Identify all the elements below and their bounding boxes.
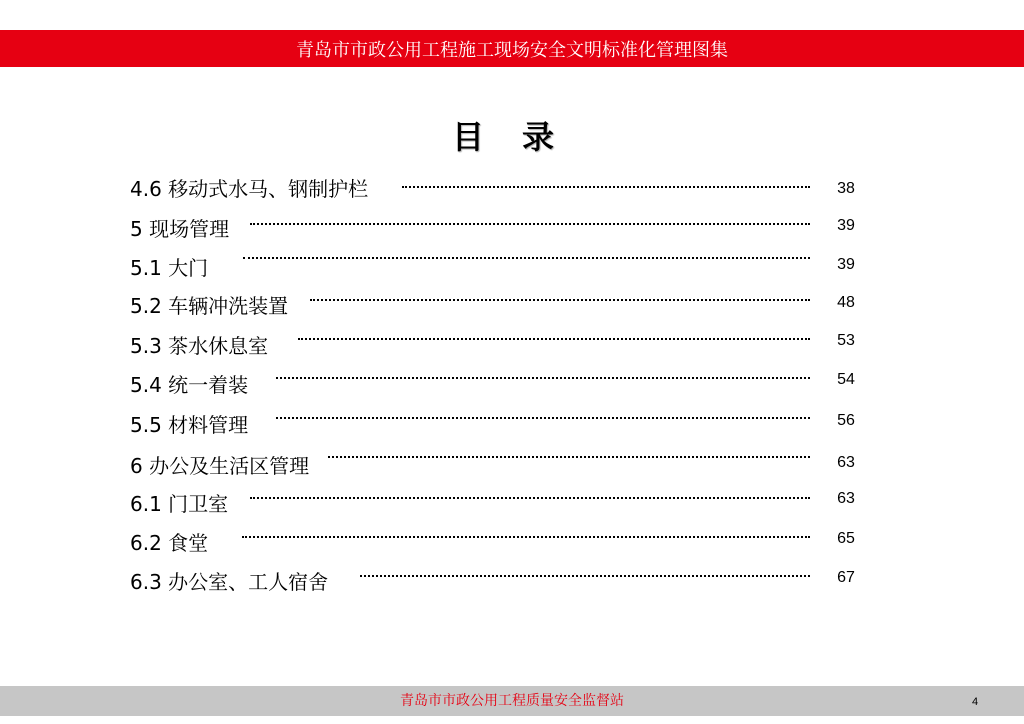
toc-entry-number: 5.3 bbox=[130, 334, 162, 358]
toc-entry[interactable] bbox=[130, 172, 860, 202]
toc-entry-text bbox=[130, 491, 228, 517]
toc-leader-dots bbox=[276, 377, 810, 379]
toc-entry[interactable] bbox=[130, 329, 860, 359]
toc-entry-number: 5.4 bbox=[130, 373, 162, 397]
toc-entry-title: 材料管理 bbox=[168, 413, 249, 437]
toc-leader-dots bbox=[243, 257, 810, 259]
toc-entry-page: 39 bbox=[837, 256, 855, 273]
toc-entry[interactable] bbox=[130, 251, 860, 281]
toc-entry-title: 现场管理 bbox=[149, 217, 230, 241]
toc-leader-dots bbox=[310, 299, 810, 301]
toc-entry-page: 38 bbox=[837, 180, 855, 197]
toc-entry[interactable] bbox=[130, 408, 860, 438]
toc-entry[interactable] bbox=[130, 487, 860, 517]
toc-entry-text bbox=[130, 530, 208, 556]
toc-entry-title: 茶水休息室 bbox=[168, 334, 269, 358]
toc-entry-text bbox=[130, 293, 288, 319]
toc-entry-number: 5.1 bbox=[130, 256, 162, 280]
toc-entry-page: 65 bbox=[837, 530, 855, 547]
toc-entry[interactable] bbox=[130, 449, 860, 479]
toc-entry-number: 6.2 bbox=[130, 531, 162, 555]
toc-entry-page: 54 bbox=[837, 371, 855, 388]
toc-heading: 目录 bbox=[451, 118, 592, 156]
toc-entry-page: 63 bbox=[837, 454, 855, 471]
toc-entry[interactable] bbox=[130, 212, 860, 242]
toc-entry[interactable] bbox=[130, 526, 860, 556]
toc-entry-title: 大门 bbox=[168, 256, 209, 280]
toc-entry-text bbox=[130, 372, 248, 398]
toc-leader-dots bbox=[250, 497, 810, 499]
toc-leader-dots bbox=[402, 186, 810, 188]
toc-entry-page: 56 bbox=[837, 412, 855, 429]
toc-entry-title: 办公室、工人宿舍 bbox=[168, 570, 329, 594]
toc-entry-text bbox=[130, 333, 268, 359]
toc-entry[interactable] bbox=[130, 565, 860, 595]
toc-entry-title: 移动式水马、钢制护栏 bbox=[168, 177, 369, 201]
toc-entry-number: 6.1 bbox=[130, 492, 162, 516]
toc-entry-number: 4.6 bbox=[130, 177, 162, 201]
toc-entry-page: 48 bbox=[837, 294, 855, 311]
toc-leader-dots bbox=[276, 417, 810, 419]
header-title: 青岛市市政公用工程施工现场安全文明标准化管理图集 bbox=[296, 39, 728, 61]
toc-entry-number: 6.3 bbox=[130, 570, 162, 594]
toc-leader-dots bbox=[242, 536, 810, 538]
toc-leader-dots bbox=[298, 338, 810, 340]
footer-organization: 青岛市市政公用工程质量安全监督站 bbox=[400, 693, 624, 709]
toc-entry-title: 门卫室 bbox=[168, 492, 229, 516]
toc-entry-title: 车辆冲洗装置 bbox=[168, 294, 289, 318]
toc-entry-number: 6 bbox=[130, 454, 143, 478]
footer-bar bbox=[0, 686, 1024, 716]
toc-entry-title: 统一着装 bbox=[168, 373, 249, 397]
toc-entry-text bbox=[130, 176, 368, 202]
toc-entry-number: 5.5 bbox=[130, 413, 162, 437]
toc-entry-text bbox=[130, 453, 309, 479]
toc-entry[interactable] bbox=[130, 289, 860, 319]
header-bar bbox=[0, 30, 1024, 67]
toc-entry-number: 5 bbox=[130, 217, 143, 241]
footer-page-number: 4 bbox=[972, 696, 979, 708]
toc-entry-page: 67 bbox=[837, 569, 855, 586]
toc-entry-number: 5.2 bbox=[130, 294, 162, 318]
toc-leader-dots bbox=[328, 456, 810, 458]
toc-leader-dots bbox=[360, 575, 810, 577]
toc-entry-text bbox=[130, 569, 328, 595]
toc-entry-page: 53 bbox=[837, 332, 855, 349]
toc-entry-text bbox=[130, 216, 229, 242]
toc-entry-page: 39 bbox=[837, 217, 855, 234]
toc-entry-text bbox=[130, 255, 208, 281]
toc-entry-page: 63 bbox=[837, 490, 855, 507]
toc-entry-title: 食堂 bbox=[168, 531, 209, 555]
toc-leader-dots bbox=[250, 223, 810, 225]
toc-entry-title: 办公及生活区管理 bbox=[149, 454, 310, 478]
toc-entry-text bbox=[130, 412, 248, 438]
toc-entry[interactable] bbox=[130, 368, 860, 398]
